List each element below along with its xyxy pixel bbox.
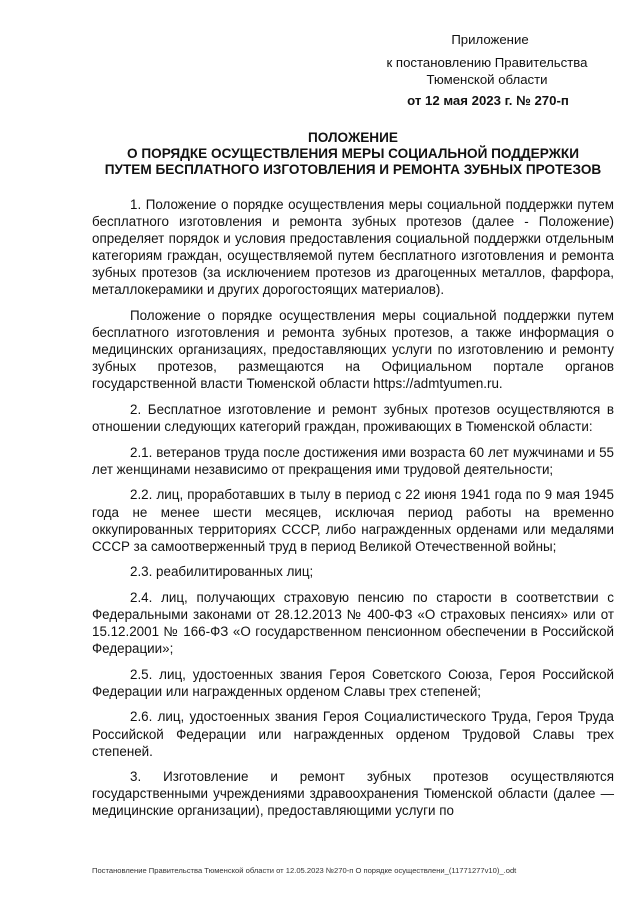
decree-reference: к постановлению Правительства Тюменской области [386, 55, 588, 87]
paragraph-3: 3. Изготовление и ремонт зубных протезов осуществляются государственными учреждениями здравоохранения Тюменской области (далее — медицинские организации), предоставляющими услуги по [92, 769, 614, 819]
paragraph-2: 2. Бесплатное изготовление и ремонт зубных протезов осуществляются в отношении следующих категорий граждан, проживающих в Тюменской области: [92, 402, 614, 435]
paragraph-1: 1. Положение о порядке осуществления меры социальной поддержки путем бесплатного изготовления и ремонта зубных протезов (далее - Положение) определяет порядок и условия предоставления социальной поддержки отдельным категориям граждан, осуществляемой путем бесплатного изготовления и ремонта зубных протезов (за исключением протезов из драгоценных металлов, фарфора, металлокерамики и других дорогостоящих материалов). [92, 197, 614, 298]
title-line-2: О ПОРЯДКЕ ОСУЩЕСТВЛЕНИЯ МЕРЫ СОЦИАЛЬНОЙ ПОДДЕРЖКИ [127, 146, 579, 161]
title-line-1: ПОЛОЖЕНИЕ [308, 130, 398, 145]
page-footer: Постановление Правительства Тюменской области от 12.05.2023 №270-п О порядке осуществлени_(11771277v10)_.odt [92, 866, 517, 875]
title-line-3: ПУТЕМ БЕСПЛАТНОГО ИЗГОТОВЛЕНИЯ И РЕМОНТА ЗУБНЫХ ПРОТЕЗОВ [104, 162, 602, 177]
paragraph-2-2: 2.2. лиц, проработавших в тылу в период с 22 июня 1941 года по 9 мая 1945 года не менее шести месяцев, исключая период работы на временно оккупированных территориях СССР, либо награжденных орденами или медалями СССР за самоотверженный труд в период Великой Отечественной войны; [92, 487, 614, 554]
paragraph-portal-info: Положение о порядке осуществления меры социальной поддержки путем бесплатного изготовления и ремонта зубных протезов, а также информация о медицинских организациях, предоставляющих услуги по изготовлению и ремонту зубных протезов, размещаются на Официальном портале органов государственной власти Тюменской области https://admtyumen.ru. [92, 308, 614, 392]
paragraph-2-1: 2.1. ветеранов труда после достижения ими возраста 60 лет мужчинами и 55 лет женщинами независимо от прекращения ими трудовой деятельности; [92, 444, 614, 477]
paragraph-2-4: 2.4. лиц, получающих страховую пенсию по старости в соответствии с Федеральными законами от 28.12.2013 № 400-ФЗ «О страховых пенсиях» или от 15.12.2001 № 166-ФЗ «О государственном пенсионном обеспечении в Российской Федерации»; [92, 589, 614, 657]
appendix-label: Приложение [451, 32, 529, 47]
paragraph-2-6: 2.6. лиц, удостоенных звания Героя Социалистического Труда, Героя Труда Российской Федерации или награжденных орденом Трудовой Славы трех степеней. [92, 709, 614, 759]
paragraph-2-3: 2.3. реабилитированных лиц; [130, 564, 314, 580]
document-title [92, 130, 614, 178]
decree-date: от 12 мая 2023 г. № 270-п [407, 93, 569, 108]
document-body [92, 196, 614, 820]
paragraph-2-5: 2.5. лиц, удостоенных звания Героя Советского Союза, Героя Российской Федерации или награжденных орденом Славы трех степеней; [92, 666, 614, 699]
